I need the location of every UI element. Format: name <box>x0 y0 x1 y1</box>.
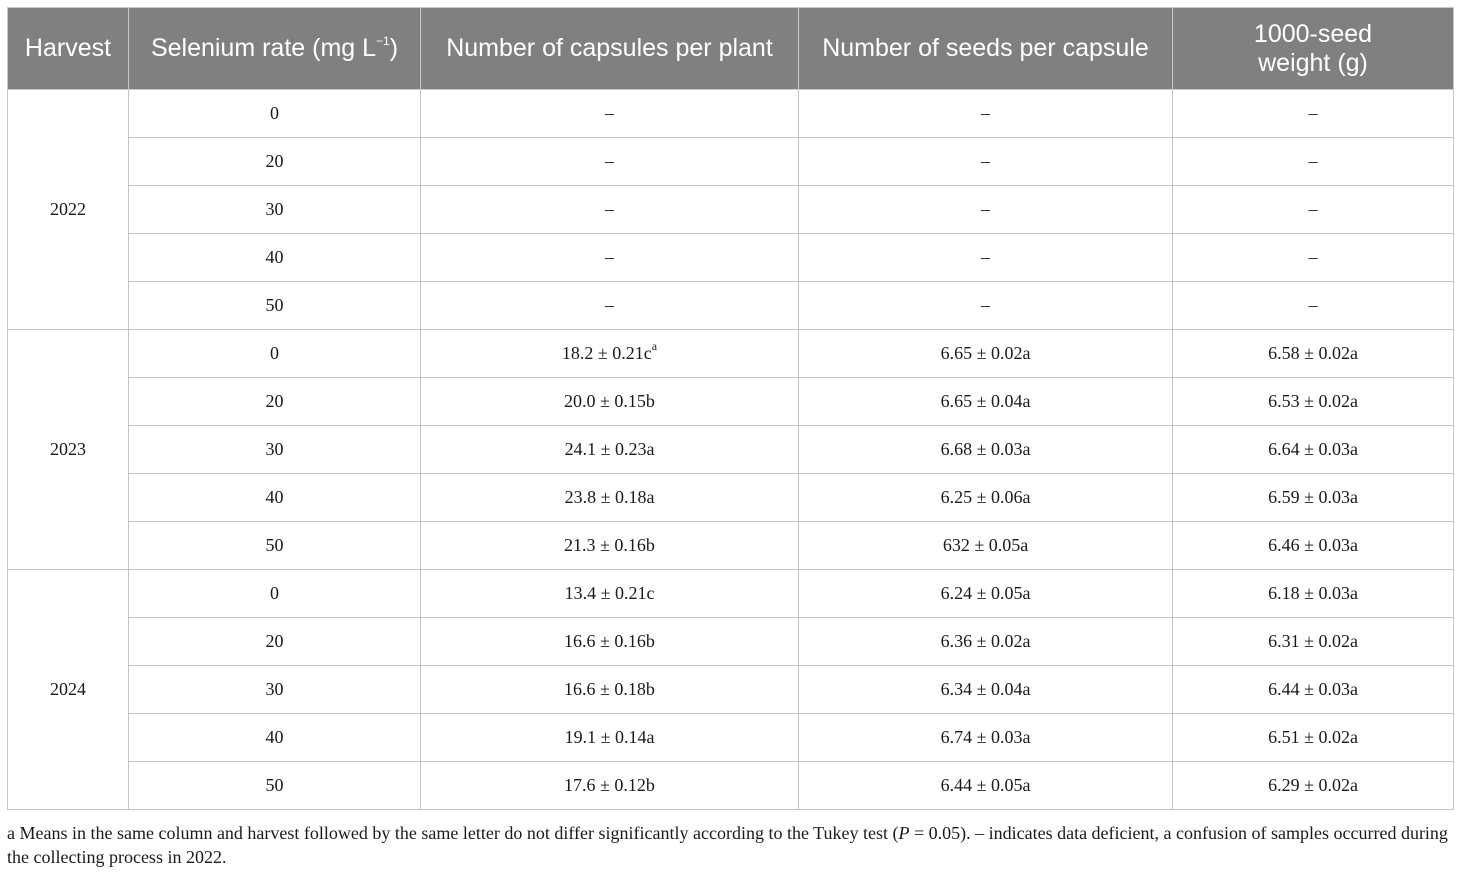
seed-weight-cell <box>1173 666 1454 714</box>
seed-weight-cell-value: 6.29 ± 0.02a <box>1268 775 1358 795</box>
table-body <box>8 90 1454 810</box>
capsules-cell <box>421 426 799 474</box>
selenium-rate-cell-value: 50 <box>265 295 284 315</box>
table-row <box>8 330 1454 378</box>
seeds-cell <box>799 522 1173 570</box>
table-row <box>8 618 1454 666</box>
seed-weight-cell <box>1173 90 1454 138</box>
selenium-rate-cell <box>129 90 421 138</box>
footnote-text-start: a Means in the same column and harvest followed by the same letter do not differ significantly according to the Tukey test ( <box>7 823 899 843</box>
seed-weight-cell <box>1173 618 1454 666</box>
selenium-rate-cell <box>129 474 421 522</box>
seeds-cell-value: 6.36 ± 0.02a <box>940 631 1031 651</box>
table-row <box>8 186 1454 234</box>
seeds-cell <box>799 282 1173 330</box>
selenium-rate-cell-value: 30 <box>265 439 284 459</box>
capsules-cell <box>421 618 799 666</box>
capsules-cell <box>421 522 799 570</box>
seeds-cell <box>799 330 1173 378</box>
capsules-cell-value: 18.2 ± 0.21c <box>561 343 652 363</box>
harvest-year-cell: 2024 <box>8 570 129 810</box>
capsules-cell <box>421 234 799 282</box>
capsules-cell-value: – <box>605 295 614 315</box>
seed-weight-cell-value: – <box>1308 247 1318 267</box>
seed-weight-cell <box>1173 378 1454 426</box>
capsules-cell-value: 17.6 ± 0.12b <box>564 775 655 795</box>
selenium-rate-cell <box>129 138 421 186</box>
seed-weight-cell <box>1173 186 1454 234</box>
seed-weight-cell-value: – <box>1308 199 1318 219</box>
capsules-cell-value: 16.6 ± 0.16b <box>564 631 655 651</box>
results-table-container <box>7 7 1453 810</box>
seeds-cell-value: 6.44 ± 0.05a <box>940 775 1031 795</box>
seeds-cell-value: – <box>981 295 990 315</box>
capsules-cell <box>421 378 799 426</box>
selenium-rate-cell-value: 20 <box>265 151 284 171</box>
seed-weight-cell <box>1173 522 1454 570</box>
seed-weight-cell-value: 6.31 ± 0.02a <box>1268 631 1358 651</box>
table-row <box>8 378 1454 426</box>
results-table <box>7 7 1454 810</box>
capsules-cell <box>421 282 799 330</box>
seeds-cell-value: 6.25 ± 0.06a <box>940 487 1031 507</box>
header-selenium-suffix: ) <box>389 34 399 62</box>
capsules-cell <box>421 474 799 522</box>
capsules-cell-value: – <box>605 247 614 267</box>
selenium-rate-cell <box>129 330 421 378</box>
selenium-rate-cell-value: 30 <box>265 679 284 699</box>
seeds-cell <box>799 90 1173 138</box>
table-row <box>8 426 1454 474</box>
seeds-cell <box>799 426 1173 474</box>
selenium-rate-cell-value: 0 <box>270 583 279 603</box>
table-row <box>8 282 1454 330</box>
seed-weight-cell <box>1173 138 1454 186</box>
header-selenium-prefix: Selenium rate (mg L <box>150 34 377 62</box>
seed-weight-cell <box>1173 234 1454 282</box>
seeds-cell-value: 6.65 ± 0.04a <box>940 391 1031 411</box>
capsules-cell-value: 16.6 ± 0.18b <box>564 679 655 699</box>
selenium-rate-cell <box>129 762 421 810</box>
seeds-cell-value: – <box>981 103 990 123</box>
selenium-rate-cell <box>129 186 421 234</box>
seeds-cell <box>799 666 1173 714</box>
capsules-cell-value: 19.1 ± 0.14a <box>564 727 655 747</box>
capsules-cell-value: – <box>605 103 614 123</box>
header-seed-weight: 1000-seed weight (g) <box>1173 8 1454 90</box>
selenium-rate-cell-value: 0 <box>270 343 279 363</box>
seed-weight-cell-value: – <box>1308 295 1318 315</box>
seed-weight-cell <box>1173 330 1454 378</box>
table-row <box>8 570 1454 618</box>
seed-weight-cell-value: 6.53 ± 0.02a <box>1268 391 1358 411</box>
seed-weight-cell <box>1173 474 1454 522</box>
capsules-cell-value: – <box>605 151 614 171</box>
seed-weight-cell <box>1173 570 1454 618</box>
capsules-cell-value: – <box>605 199 614 219</box>
seed-weight-cell <box>1173 714 1454 762</box>
table-row <box>8 234 1454 282</box>
seeds-cell <box>799 474 1173 522</box>
capsules-cell <box>421 138 799 186</box>
table-row <box>8 138 1454 186</box>
selenium-rate-cell-value: 40 <box>265 727 284 747</box>
selenium-rate-cell-value: 40 <box>265 487 284 507</box>
header-capsules: Number of capsules per plant <box>421 8 799 90</box>
selenium-rate-cell <box>129 426 421 474</box>
table-row <box>8 474 1454 522</box>
capsules-cell <box>421 570 799 618</box>
seeds-cell-value: 6.34 ± 0.04a <box>940 679 1031 699</box>
seed-weight-cell-value: 6.46 ± 0.03a <box>1268 535 1358 555</box>
header-selenium-exponent: −1 <box>376 33 390 48</box>
capsules-cell <box>421 762 799 810</box>
selenium-rate-cell <box>129 234 421 282</box>
selenium-rate-cell <box>129 378 421 426</box>
seed-weight-cell <box>1173 762 1454 810</box>
selenium-rate-cell <box>129 570 421 618</box>
seeds-cell <box>799 570 1173 618</box>
selenium-rate-cell-value: 20 <box>265 391 284 411</box>
seeds-cell <box>799 138 1173 186</box>
seed-weight-cell <box>1173 282 1454 330</box>
capsules-cell <box>421 330 799 378</box>
seed-weight-cell-value: – <box>1308 151 1318 171</box>
seeds-cell-value: 6.65 ± 0.02a <box>940 343 1031 363</box>
table-footnote <box>7 821 1453 869</box>
capsules-cell <box>421 714 799 762</box>
table-row <box>8 666 1454 714</box>
header-row <box>8 8 1454 90</box>
seed-weight-cell-value: 6.18 ± 0.03a <box>1268 583 1358 603</box>
harvest-year-cell: 2022 <box>8 90 129 330</box>
selenium-rate-cell-value: 20 <box>265 631 284 651</box>
seeds-cell-value: – <box>981 151 990 171</box>
seeds-cell-value: – <box>981 247 990 267</box>
seeds-cell-value: 6.24 ± 0.05a <box>940 583 1031 603</box>
seed-weight-cell-value: 6.59 ± 0.03a <box>1268 487 1358 507</box>
table-row <box>8 522 1454 570</box>
selenium-rate-cell-value: 50 <box>265 775 284 795</box>
seed-weight-cell-value: 6.64 ± 0.03a <box>1268 439 1358 459</box>
selenium-rate-cell-value: 50 <box>265 535 284 555</box>
seeds-cell <box>799 378 1173 426</box>
footnote-p-symbol: P <box>898 823 910 843</box>
capsules-cell-value: 13.4 ± 0.21c <box>564 583 655 603</box>
table-header <box>8 8 1454 90</box>
seeds-cell <box>799 762 1173 810</box>
seeds-cell-value: 6.74 ± 0.03a <box>940 727 1031 747</box>
capsules-cell <box>421 186 799 234</box>
header-harvest: Harvest <box>8 8 129 90</box>
selenium-rate-cell <box>129 618 421 666</box>
header-seeds: Number of seeds per capsule <box>799 8 1173 90</box>
seed-weight-cell-value: – <box>1308 103 1318 123</box>
selenium-rate-cell <box>129 282 421 330</box>
capsules-cell-value: 21.3 ± 0.16b <box>564 535 655 555</box>
footnote-marker: a <box>651 339 658 353</box>
selenium-rate-cell-value: 30 <box>265 199 284 219</box>
seeds-cell <box>799 714 1173 762</box>
seed-weight-cell-value: 6.58 ± 0.02a <box>1268 343 1358 363</box>
selenium-rate-cell <box>129 666 421 714</box>
harvest-year-cell: 2023 <box>8 330 129 570</box>
table-row <box>8 714 1454 762</box>
selenium-rate-cell <box>129 714 421 762</box>
table-row <box>8 90 1454 138</box>
header-selenium-rate <box>129 8 421 90</box>
seed-weight-cell-value: 6.51 ± 0.02a <box>1268 727 1358 747</box>
seeds-cell <box>799 618 1173 666</box>
table-row <box>8 762 1454 810</box>
footnote-text-end: = 0.05). – indicates data deficient, a confusion of samples occurred during the collecting process in 2022. <box>7 823 1448 867</box>
selenium-rate-cell <box>129 522 421 570</box>
seeds-cell <box>799 234 1173 282</box>
capsules-cell-value: 20.0 ± 0.15b <box>564 391 655 411</box>
seed-weight-cell <box>1173 426 1454 474</box>
selenium-rate-cell-value: 0 <box>270 103 279 123</box>
seed-weight-cell-value: 6.44 ± 0.03a <box>1268 679 1358 699</box>
capsules-cell-value: 23.8 ± 0.18a <box>564 487 655 507</box>
seeds-cell <box>799 186 1173 234</box>
capsules-cell <box>421 90 799 138</box>
seeds-cell-value: 6.68 ± 0.03a <box>940 439 1031 459</box>
seeds-cell-value: 632 ± 0.05a <box>942 535 1029 555</box>
seeds-cell-value: – <box>981 199 990 219</box>
selenium-rate-cell-value: 40 <box>265 247 284 267</box>
capsules-cell-value: 24.1 ± 0.23a <box>564 439 655 459</box>
capsules-cell <box>421 666 799 714</box>
